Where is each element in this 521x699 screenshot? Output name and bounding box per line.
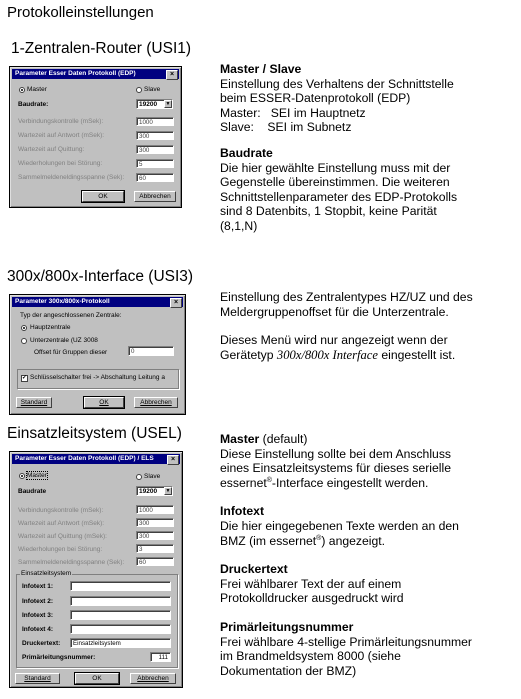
section-heading-usi3: 300x/800x-Interface (USI3) xyxy=(7,268,194,285)
infotext-input[interactable] xyxy=(70,581,171,591)
master-slave-title: Master / Slave xyxy=(220,62,302,76)
radio-slave-label: Slave xyxy=(144,473,161,480)
field-label: Wartezeit auf Antwort (mSek): xyxy=(18,520,105,527)
text-span: (default) xyxy=(259,432,308,446)
infotext-label: Infotext 1: xyxy=(22,583,54,590)
field-input[interactable]: 300 xyxy=(136,518,174,527)
baud-select[interactable] xyxy=(136,99,173,109)
infotext-label: Infotext 2: xyxy=(22,598,54,605)
radio-master-label: Master xyxy=(27,472,47,479)
text-line: Diese Einstellung sollte bei dem Anschluss xyxy=(220,446,452,461)
close-icon[interactable]: × xyxy=(166,70,178,80)
text-line: Dieses Menü wird nur angezeigt wenn der xyxy=(220,333,448,348)
field-label: Wartezeit auf Antwort (mSek): xyxy=(18,132,105,139)
baud-label: Baudrate: xyxy=(18,101,49,108)
group-label: Typ der angeschlossenen Zentrale: xyxy=(20,312,122,319)
text-line: (8,1,N) xyxy=(220,218,258,233)
chevron-down-icon: ▼ xyxy=(165,488,171,494)
text-line xyxy=(220,534,518,549)
dialog-titlebar xyxy=(12,69,179,79)
standard-label: Standard xyxy=(20,399,48,406)
close-icon[interactable]: × xyxy=(170,298,182,308)
radio-master-label: Master xyxy=(27,86,47,93)
dialog-titlebar xyxy=(12,297,183,307)
infotext-input[interactable] xyxy=(70,610,171,620)
close-icon[interactable]: × xyxy=(167,455,179,465)
radio-slave[interactable] xyxy=(136,87,142,93)
offset-label: Offset für Gruppen dieser xyxy=(34,349,108,356)
text-line: im Brandmeldsystem 8000 (siehe xyxy=(220,649,401,664)
dialog-titlebar xyxy=(12,454,180,464)
field-label: Wartezeit auf Quittung (mSek): xyxy=(18,533,107,540)
infotext-input[interactable] xyxy=(70,624,171,634)
radio-hauptzentrale[interactable] xyxy=(21,325,27,331)
field-input[interactable]: 1000 xyxy=(136,117,174,126)
druckertext-title: Druckertext xyxy=(220,562,288,577)
druckertext-label: Druckertext: xyxy=(22,640,61,647)
text-line: Die hier eingegebenen Texte werden an den xyxy=(220,518,459,533)
primaerleitung-input[interactable]: 111 xyxy=(150,652,171,662)
chevron-down-icon: ▼ xyxy=(165,101,171,107)
text-span: eingestellt ist. xyxy=(377,347,456,362)
text-line: Dokumentation der BMZ) xyxy=(220,663,357,678)
primaerleitung-title: Primärleitungsnummer xyxy=(220,619,354,634)
page-title: Protokolleinstellungen xyxy=(7,4,154,21)
field-input[interactable]: 300 xyxy=(136,531,174,540)
standard-button[interactable] xyxy=(16,397,52,408)
text-line: sind 8 Datenbits, 1 Stopbit, keine Parität xyxy=(220,204,437,219)
dialog-title: Parameter 300x/800x-Protokoll xyxy=(15,298,110,305)
radio-hauptzentrale-label: Hauptzentrale xyxy=(30,324,71,331)
schluesselschalter-label: Schlüsselschalter frei -> Abschaltung Leitung a xyxy=(30,374,165,381)
field-label: Verbindungskontrolle (mSek): xyxy=(18,507,104,514)
edp-dialog xyxy=(9,66,182,208)
baud-value: 19200 xyxy=(139,101,158,108)
cancel-label: Abbrechen xyxy=(137,675,169,682)
text-line: Einstellung des Verhaltens der Schnittstelle xyxy=(220,76,454,91)
registered-mark: ® xyxy=(266,476,272,484)
field-input[interactable]: 300 xyxy=(136,145,174,154)
radio-slave[interactable] xyxy=(136,474,142,480)
ok-button[interactable] xyxy=(84,397,124,408)
section-heading-usel: Einsatzleitsystem (USEL) xyxy=(7,425,182,442)
dialog-title: Parameter Esser Daten Protokoll (EDP) xyxy=(15,70,136,77)
infotext-label: Infotext 4: xyxy=(22,626,54,633)
text-line: Frei wählbare 4-stellige Primärleitungsnummer xyxy=(220,634,472,649)
radio-slave-label: Slave xyxy=(144,86,161,93)
field-label: Wiederholungen bei Störung: xyxy=(18,546,103,553)
primaerleitung-label: Primärleitungsnummer: xyxy=(22,654,96,661)
standard-label: Standard xyxy=(24,675,51,682)
text-line xyxy=(220,348,518,363)
ok-button[interactable]: OK xyxy=(75,673,119,684)
usi3-description xyxy=(220,290,518,362)
text-span: Gerätetyp xyxy=(220,347,277,362)
baud-select[interactable] xyxy=(136,486,173,496)
radio-master[interactable] xyxy=(19,87,25,93)
field-input[interactable]: 60 xyxy=(136,173,174,182)
standard-button[interactable] xyxy=(15,673,60,684)
text-span: BMZ (im essernet xyxy=(220,533,317,548)
cancel-button[interactable] xyxy=(130,673,176,684)
master-title: Master xyxy=(220,432,260,446)
text-line xyxy=(220,476,518,491)
field-input[interactable]: 60 xyxy=(136,557,174,566)
text-line: Meldergruppenoffset für die Unterzentrale. xyxy=(220,304,449,319)
ok-button[interactable]: OK xyxy=(82,191,124,202)
radio-unterzentrale-label: Unterzentrale (UZ 3008 xyxy=(30,337,98,344)
field-label: Verbindungskontrolle (mSek): xyxy=(18,118,104,125)
device-type-italic: 300x/800x Interface xyxy=(276,347,378,362)
field-input[interactable]: 1000 xyxy=(136,505,174,514)
text-line: Gegenstelle übereinstimmen. Die weiteren xyxy=(220,175,450,190)
infotext-label: Infotext 3: xyxy=(22,612,54,619)
text-line: Frei wählbarer Text der auf einem xyxy=(220,576,402,591)
text-span: -Interface eingestellt werden. xyxy=(271,475,429,490)
infotext-title: Infotext xyxy=(220,504,265,519)
baud-label: Baudrate xyxy=(18,488,47,495)
field-label: Wiederholungen bei Störung: xyxy=(18,160,103,167)
field-input[interactable]: 3 xyxy=(136,544,174,553)
usi1-description xyxy=(220,62,516,234)
offset-input[interactable]: 0 xyxy=(128,346,174,356)
text-span: essernet xyxy=(220,475,267,490)
field-label: Wartezeit auf Quittung: xyxy=(18,146,85,153)
text-line: Schnittstellenparameter des EDP-Protokolls xyxy=(220,189,458,204)
druckertext-input[interactable]: Einsatzleitsystem xyxy=(70,638,171,648)
field-label: Sammelmeldeneldingsspanne (Sek): xyxy=(18,174,125,181)
text-line: eines Einsatzleitsystems für dieses serielle xyxy=(220,461,451,476)
field-input[interactable]: 5 xyxy=(136,159,174,168)
text-line: Protokolldrucker ausgedruckt wird xyxy=(220,591,404,606)
text-span: ) angezeigt. xyxy=(321,533,386,548)
cancel-button[interactable]: Abbrechen xyxy=(134,191,176,202)
radio-master[interactable] xyxy=(19,473,25,479)
field-input[interactable]: 300 xyxy=(136,131,174,140)
cancel-label: Abbrechen xyxy=(140,399,172,406)
section-heading-usi1: 1-Zentralen-Router (USI1) xyxy=(11,40,192,57)
ok-label: OK xyxy=(99,399,109,406)
dialog-title: Parameter Esser Daten Protokoll (EDP) / ELS xyxy=(15,455,154,462)
schluesselschalter-checkbox[interactable]: ✓ xyxy=(22,375,28,381)
text-line: Master: SEI im Hauptnetz xyxy=(220,105,366,120)
baud-value: 19200 xyxy=(139,488,158,495)
field-label: Sammelmeldeneldingsspanne (Sek): xyxy=(18,559,125,566)
infotext-input[interactable] xyxy=(70,596,171,606)
baudrate-title: Baudrate xyxy=(220,145,273,160)
text-line: Slave: SEI im Subnetz xyxy=(220,120,352,135)
text-line: Die hier gewählte Einstellung muss mit der xyxy=(220,160,451,175)
els-dialog xyxy=(9,451,183,688)
usel-description xyxy=(220,432,518,678)
protocol-300x-dialog xyxy=(9,294,186,415)
text-line: beim ESSER-Datenprotokoll (EDP) xyxy=(220,91,411,106)
cancel-button[interactable] xyxy=(134,397,178,408)
text-line: Einstellung des Zentralentypes HZ/UZ und des xyxy=(220,290,473,304)
registered-mark: ® xyxy=(316,534,322,542)
group-label: Einsatzleitsystem xyxy=(21,570,72,577)
radio-unterzentrale[interactable] xyxy=(21,338,27,344)
